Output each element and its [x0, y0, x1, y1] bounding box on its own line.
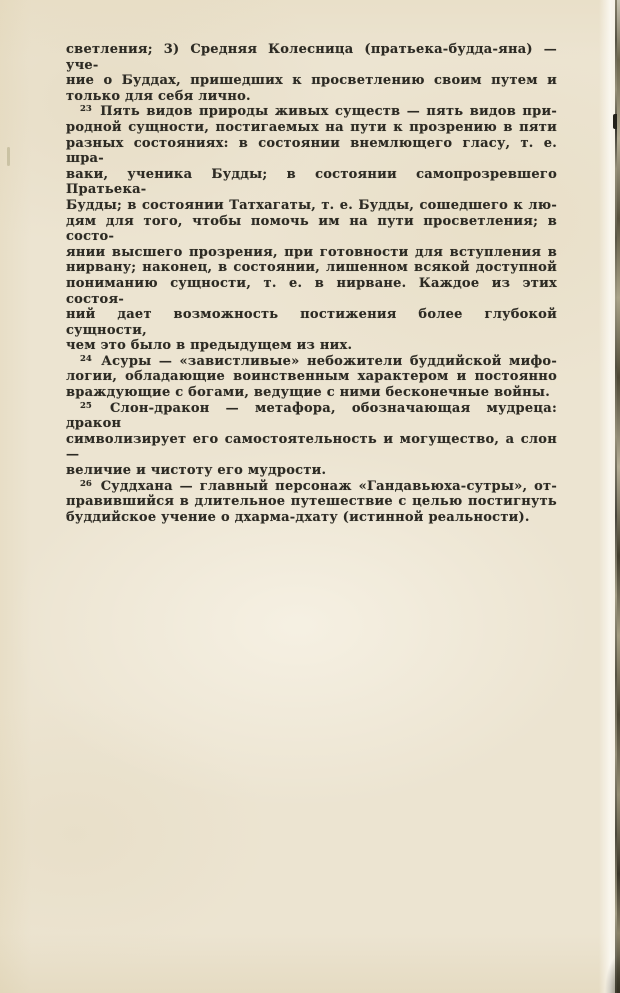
footnote-number: 24 — [80, 353, 92, 364]
text-line: $^{25}$ Слон-дракон — метафора, обозначающая мудреца: дракон — [66, 400, 557, 432]
text-line: родной сущности, постигаемых на пути к прозрению в пяти — [66, 119, 557, 135]
footnote-number: 25 — [80, 400, 92, 411]
text-line: $^{24}$ Асуры — «завистливые» небожители буддийской мифо- — [80, 353, 557, 369]
text-line: ваки, ученика Будды; в состоянии самопрозревшего Пратьека- — [66, 166, 557, 198]
text-line: светления; 3) Средняя Колесница (пратьека-будда-яна) — уче- — [66, 42, 557, 73]
text-line: логии, обладающие воинственным характером и постоянно — [66, 369, 557, 385]
margin-smudge — [7, 147, 10, 166]
text-line: только для себя лично. — [66, 88, 251, 104]
text-line: символизирует его самостоятельность и могущество, а слон — — [66, 431, 557, 463]
footnote-paragraph-25 — [66, 401, 557, 479]
footnote-number: 26 — [80, 478, 92, 489]
text-line: нирвану; наконец, в состоянии, лишенном всякой доступной — [66, 260, 557, 276]
text-line: дям для того, чтобы помочь им на пути просветления; в состо- — [66, 213, 557, 245]
text-line: пониманию сущности, т. е. в нирване. Каждое из этих состоя- — [66, 275, 557, 307]
continuation-paragraph — [66, 42, 557, 104]
text-line: буддийское учение о дхарма-дхату (истинной реальности). — [66, 509, 530, 525]
page-edge-highlight — [599, 0, 616, 993]
corner-shadow — [602, 938, 620, 993]
text-line: величие и чистоту его мудрости. — [66, 463, 327, 479]
text-line: янии высшего прозрения, при готовности для вступления в — [66, 244, 557, 260]
footnote-paragraph-24 — [66, 354, 557, 401]
text-line: чем это было в предыдущем из них. — [66, 338, 353, 354]
footnote-number: 23 — [80, 104, 92, 115]
text-line: ний дает возможность постижения более глубокой сущности, — [66, 307, 557, 338]
text-line: правившийся в длительное путешествие с целью постигнуть — [66, 494, 557, 510]
text-line: Будды; в состоянии Татхагаты, т. е. Будды, сошедшего к лю- — [66, 197, 557, 213]
text-block — [66, 42, 557, 525]
text-line: враждующие с богами, ведущие с ними бесконечные войны. — [66, 385, 550, 401]
text-line: разных состояниях: в состоянии внемлющего гласу, т. е. шра- — [66, 135, 557, 167]
text-line: ние о Буддах, пришедших к просветлению своим путем и — [66, 73, 557, 89]
footnote-paragraph-23 — [66, 104, 557, 354]
text-line: $^{23}$ Пять видов природы живых существ — пять видов при- — [80, 104, 557, 120]
footnote-paragraph-26 — [66, 479, 557, 526]
text-line: $^{26}$ Суддхана — главный персонаж «Гандавьюха-сутры», от- — [80, 478, 557, 494]
